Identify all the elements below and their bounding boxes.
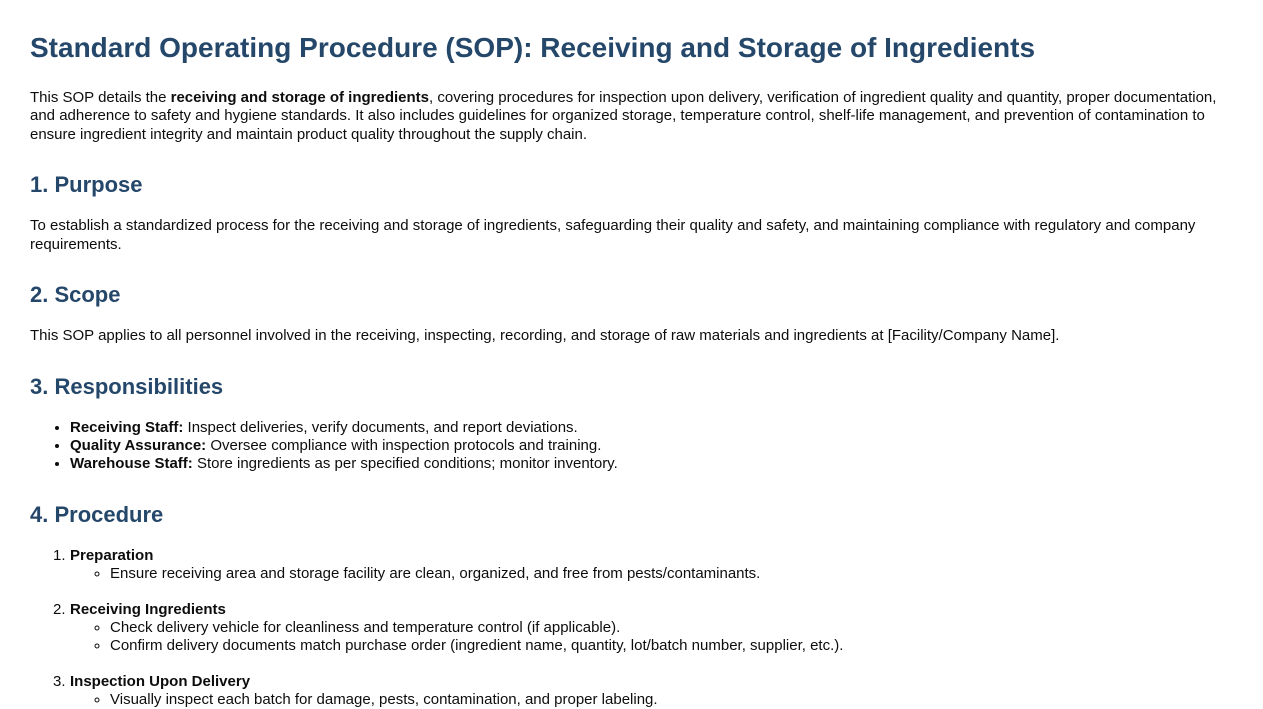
list-item xyxy=(70,419,1233,437)
document-title: Standard Operating Procedure (SOP): Receiving and Storage of Ingredients xyxy=(30,32,1036,63)
scope-paragraph: This SOP applies to all personnel involved in the receiving, inspecting, recording, and storage of raw materials and ingredients at [Facility/Company Name]. xyxy=(30,327,1060,345)
purpose-paragraph: To establish a standardized process for the receiving and storage of ingredients, safeguarding their quality and safety, and maintaining compliance with regulatory and company requirements. xyxy=(30,217,1196,253)
intro-text-after: , covering procedures for inspection upon delivery, verification of ingredient quality and quantity, proper documentation, and adherence to safety and hygiene standards. It also includes guidelines for organized storage, temperature control, shelf-life management, and prevention of contamination to ensure ingredient integrity and maintain product quality throughout the supply chain. xyxy=(30,89,1217,143)
step-title: Inspection Upon Delivery xyxy=(70,672,251,690)
responsibility-text: Store ingredients as per specified conditions; monitor inventory. xyxy=(192,455,618,473)
substep-list xyxy=(70,565,1233,583)
responsibility-role: Quality Assurance: xyxy=(70,437,207,455)
intro-bold-phrase: receiving and storage of ingredients xyxy=(170,89,430,107)
intro-paragraph xyxy=(30,89,1233,144)
substep-item: ◦ Ensure receiving area and storage facility are clean, organized, and free from pests/contaminants. xyxy=(110,565,1233,583)
step-number: 1. xyxy=(53,547,66,565)
responsibility-role: Warehouse Staff: xyxy=(70,455,193,473)
step-number: 3. xyxy=(53,672,66,690)
substep-item: ◦ Confirm delivery documents match purchase order (ingredient name, quantity, lot/batch number, supplier, etc.). xyxy=(110,637,1233,655)
step-title: Preparation xyxy=(70,547,154,565)
procedure-step xyxy=(55,673,1233,709)
list-item xyxy=(70,437,1233,455)
substep-list xyxy=(70,619,1233,656)
substep-item: ◦ Check delivery vehicle for cleanliness and temperature control (if applicable). xyxy=(110,619,1233,637)
substep-item: ◦ Visually inspect each batch for damage, pests, contamination, and proper labeling. xyxy=(110,691,1233,709)
responsibilities-list xyxy=(30,419,1233,474)
responsibility-text: Oversee compliance with inspection protocols and training. xyxy=(206,437,602,455)
list-item xyxy=(70,455,1233,473)
responsibility-role: Receiving Staff: xyxy=(70,418,184,436)
procedure-step xyxy=(55,547,1233,584)
substep-list xyxy=(70,691,1233,709)
step-number: 2. xyxy=(53,600,66,618)
section-heading-procedure: 4. Procedure xyxy=(30,501,164,527)
section-heading-scope: 2. Scope xyxy=(30,281,121,307)
responsibility-text: Inspect deliveries, verify documents, and report deviations. xyxy=(183,418,578,436)
step-title: Receiving Ingredients xyxy=(70,600,226,618)
section-heading-responsibilities: 3. Responsibilities xyxy=(30,373,224,399)
intro-text-before: This SOP details the xyxy=(30,89,171,107)
section-heading-purpose: 1. Purpose xyxy=(30,172,143,198)
procedure-step xyxy=(55,601,1233,656)
procedure-list xyxy=(55,547,1233,709)
